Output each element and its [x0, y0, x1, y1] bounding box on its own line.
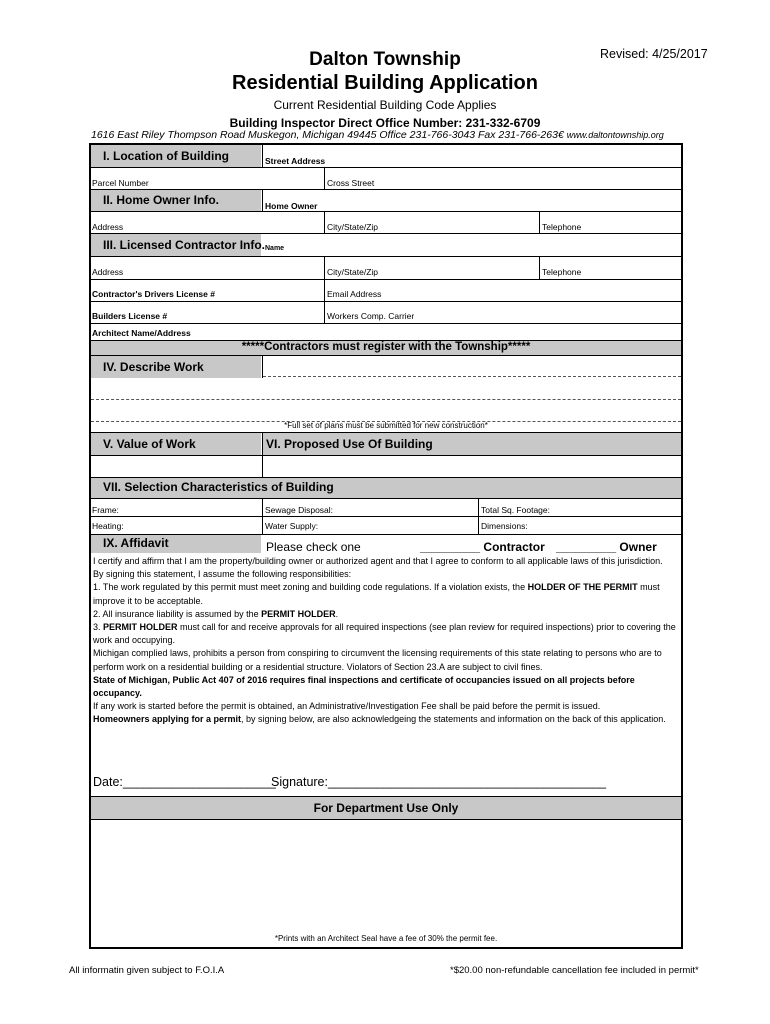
owner-heading: II. Home Owner Info. [103, 193, 220, 207]
divider [324, 167, 325, 189]
divider [262, 356, 263, 378]
architect-fee-note: *Prints with an Architect Seal have a fee of 30% the permit fee. [274, 934, 498, 943]
affidavit-item-2 [93, 608, 677, 621]
affidavit-heading: IX. Affidavit [103, 536, 169, 550]
revised-date: Revised: 4/25/2017 [600, 47, 708, 61]
divider [539, 256, 540, 279]
divider [91, 323, 681, 324]
describe-heading: IV. Describe Work [103, 360, 204, 374]
affidavit-item-3 [93, 621, 677, 647]
item-2-bold: PERMIT HOLDER [261, 608, 336, 619]
application-form [89, 143, 683, 949]
item-1-bold: HOLDER OF THE PERMIT [527, 582, 638, 593]
builders-license-field[interactable]: Builders License # [92, 311, 168, 321]
sewage-field[interactable]: Sewage Disposal: [265, 505, 334, 515]
item-1-end: must improve it to be acceptable. [93, 582, 660, 606]
affidavit-fee: If any work is started before the permit is obtained, an Administrative/Investigation Fee shall be paid before the permit is issued. [93, 701, 601, 712]
affidavit-michigan-laws: Michigan complied laws, prohibits a person from conspiring to circumvent the licensing requirements of this state relating to persons who are to perform work on a residential building or a residential structure. Violators of Section 23.A are subject to civil fines. [93, 648, 662, 672]
item-3-bold: PERMIT HOLDER [103, 622, 178, 633]
architect-field[interactable]: Architect Name/Address [92, 328, 191, 338]
homeowners-bold: Homeowners applying for a permit [93, 714, 242, 725]
water-supply-field[interactable]: Water Supply: [265, 521, 319, 531]
selection-heading: VII. Selection Characteristics of Building [103, 480, 334, 494]
plans-note: *Full set of plans must be submitted for new construction* [284, 421, 488, 430]
affidavit-text [93, 555, 677, 727]
total-sq-field[interactable]: Total Sq. Footage: [481, 505, 550, 515]
owner-telephone-field[interactable]: Telephone [542, 222, 582, 232]
dimensions-field[interactable]: Dimensions: [481, 521, 528, 531]
workers-comp-field[interactable]: Workers Comp. Carrier [327, 311, 415, 321]
divider [91, 256, 681, 257]
contractor-telephone-field[interactable]: Telephone [542, 267, 582, 277]
contractor-heading: III. Licensed Contractor Info. [103, 238, 266, 252]
cross-street-field[interactable]: Cross Street [327, 178, 375, 188]
code-note: Current Residential Building Code Applies [273, 98, 497, 112]
heating-field[interactable]: Heating: [92, 521, 124, 531]
foia-note: All informatin given subject to F.O.I.A [69, 965, 225, 976]
divider [262, 145, 263, 167]
divider [91, 498, 681, 499]
frame-field[interactable]: Frame: [92, 505, 119, 515]
contractor-city-state-zip-field[interactable]: City/State/Zip [327, 267, 379, 277]
township-address [91, 129, 664, 141]
affidavit-homeowners [93, 713, 677, 726]
owner-city-state-zip-field[interactable]: City/State/Zip [327, 222, 379, 232]
date-field[interactable]: Date:______________________ [93, 775, 276, 789]
drivers-license-field[interactable]: Contractor's Drivers License # [92, 289, 215, 299]
divider [324, 256, 325, 323]
item-1-text: 1. The work regulated by this permit must meet zoning and building code regulations. If a violation exists, the [93, 582, 528, 593]
register-notice: *****Contractors must register with the Township***** [241, 341, 531, 353]
use-heading: VI. Proposed Use Of Building [266, 437, 433, 451]
contractor-address-field[interactable]: Address [92, 267, 124, 277]
divider [91, 455, 681, 456]
email-address-field[interactable]: Email Address [327, 289, 382, 299]
value-heading: V. Value of Work [103, 437, 196, 451]
divider [262, 189, 263, 211]
signature-field[interactable]: Signature:________________________________________ [271, 775, 607, 789]
affidavit-responsibilities: By signing this statement, I assume the following responsibilities: [93, 569, 352, 580]
divider [324, 211, 325, 233]
divider [91, 211, 681, 212]
website-link[interactable]: www.daltontownship.org [566, 130, 664, 140]
parcel-number-field[interactable]: Parcel Number [92, 178, 149, 188]
affidavit-certify: I certify and affirm that I am the property/building owner or authorized agent and that I agree to conform to all applicable laws of this jurisdiction. [93, 556, 663, 566]
item-3-num: 3. [93, 622, 104, 633]
divider [539, 211, 540, 233]
divider [91, 167, 681, 168]
divider [91, 301, 681, 302]
item-2-end: . [335, 608, 339, 619]
contractor-name-field[interactable]: Name [265, 245, 285, 252]
address-text: 1616 East Riley Thompson Road Muskegon, Michigan 49445 Office 231-766-3043 Fax 231-766-263€ [91, 129, 564, 141]
form-title: Dalton Township [309, 49, 461, 70]
owner-checkbox[interactable]: _________ Owner [556, 540, 657, 554]
contractor-checkbox[interactable]: _________ Contractor [420, 540, 545, 554]
check-one-label: Please check one [266, 540, 361, 554]
inspector-phone: Building Inspector Direct Office Number: 231-332-6709 [229, 116, 541, 130]
divider [91, 516, 681, 517]
home-owner-field[interactable]: Home Owner [265, 201, 318, 211]
homeowners-text: , by signing below, are also acknowledgeing the statements and information on the back of this application. [241, 714, 666, 725]
department-heading: For Department Use Only [313, 801, 459, 815]
item-3-text: must call for and receive approvals for all required inspections (see plan review for required inspections) prior to covering the work and occupying. [93, 622, 676, 646]
item-2-text: 2. All insurance liability is assumed by the [93, 608, 262, 619]
divider [91, 819, 681, 820]
describe-line[interactable] [263, 376, 681, 377]
location-heading: I. Location of Building [103, 149, 229, 163]
cancellation-fee-note: *$20.00 non-refundable cancellation fee included in permit* [450, 965, 699, 976]
form-subtitle: Residential Building Application [232, 72, 538, 94]
divider [91, 279, 681, 280]
affidavit-item-1 [93, 581, 677, 607]
affidavit-act-407: State of Michigan, Public Act 407 of 2016 requires final inspections and certificate of occupancies issued on all projects before occupancy. [93, 674, 635, 699]
owner-address-field[interactable]: Address [92, 222, 124, 232]
describe-line[interactable] [91, 399, 681, 400]
street-address-field[interactable]: Street Address [265, 156, 326, 166]
